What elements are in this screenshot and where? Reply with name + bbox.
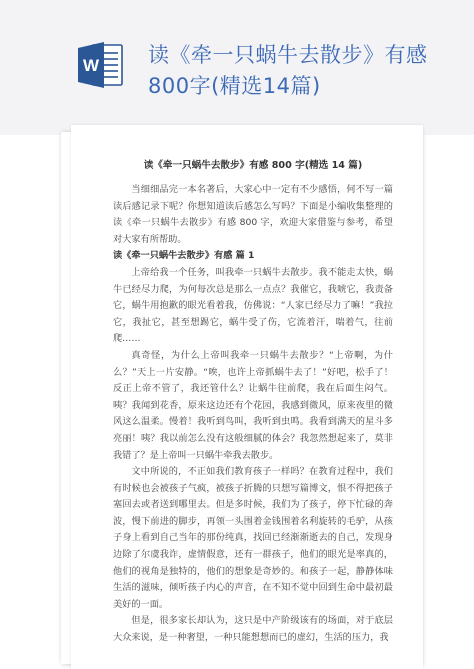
intro-paragraph: 当细细品完一本名著后，大家心中一定有不少感悟，何不写一篇读后感记录下呢？你想知道读后感怎么写吗？下面是小编收集整理的读《牵一只蜗牛去散步》有感 800 字，欢迎大家借鉴与参考，希望对大家有所帮助。 <box>113 184 393 245</box>
page-title <box>148 40 448 102</box>
document-body <box>113 158 393 647</box>
svg-text:W: W <box>82 56 100 75</box>
section-heading: 读《牵一只蜗牛去散步》有感 篇 1 <box>113 250 255 262</box>
page-title-line-1: 读《牵一只蜗牛去散步》有感 <box>148 43 428 67</box>
body-paragraph: 文中所说的，不正如我们教育孩子一样吗？在教育过程中，我们有时候也会被孩子气疯，被孩子折腾的只想写篇博文，恨不得把孩子塞回去或者送到哪里去。但是多时候，我们为了孩子，停下忙碌的奔波，慢下前进的脚步，再领一头围着金钱围着名利旋转的毛驴，从孩子身上看到自己当年的那份纯真，找回已经渐渐逝去的自己，发现身边除了尔虞我诈，虚情假意，还有一群孩子，他们的眼光是率真的，他们的视角是独特的，他们的想象是奇妙的。和孩子一起，静静体味生活的滋味，倾听孩子内心的声音，在不知不觉中回到生命中最初最美好的一面。 <box>113 466 393 610</box>
body-paragraph: 真奇怪，为什么上帝叫我牵一只蜗牛去散步？“上帝啊，为什么？”天上一片安静。“唉，也许上帝抓蜗牛去了！”好吧，松手了！反正上帝不管了，我还管什么？让蜗牛往前爬，我在后面生闷气。咦？我闻到花香，原来这边还有个花园，我感到微风，原来夜里的微风这么温柔。慢着！我听到鸟叫，我听到虫鸣。我看到满天的星斗多亮丽！咦？我以前怎么没有这般细腻的体会？我忽然想起来了，莫非我错了？是上帝叫一只蜗牛牵我去散步。 <box>113 349 393 461</box>
page-title-line-2: 800字(精选14篇) <box>148 74 321 98</box>
body-paragraph: 但是，很多家长却认为，这只是中产阶级该有的场面，对于底层大众来说，是一种奢望，一种只能想想而已的虚幻，生活的压力，我 <box>113 615 393 644</box>
body-paragraph: 上帝给我一个任务，叫我牵一只蜗牛去散步。我不能走太快，蜗牛已经尽力爬，为何每次总是那么一点点？我催它，我唬它，我责备它，蜗牛用抱歉的眼光看着我，仿佛说：“人家已经尽力了嘛！”我拉它，我扯它，甚至想踢它，蜗牛受了伤，它流着汗，喘着气，往前爬…… <box>113 266 393 345</box>
document-title: 读《牵一只蜗牛去散步》有感 800 字(精选 14 篇) <box>143 160 363 171</box>
word-document-icon <box>78 39 124 91</box>
